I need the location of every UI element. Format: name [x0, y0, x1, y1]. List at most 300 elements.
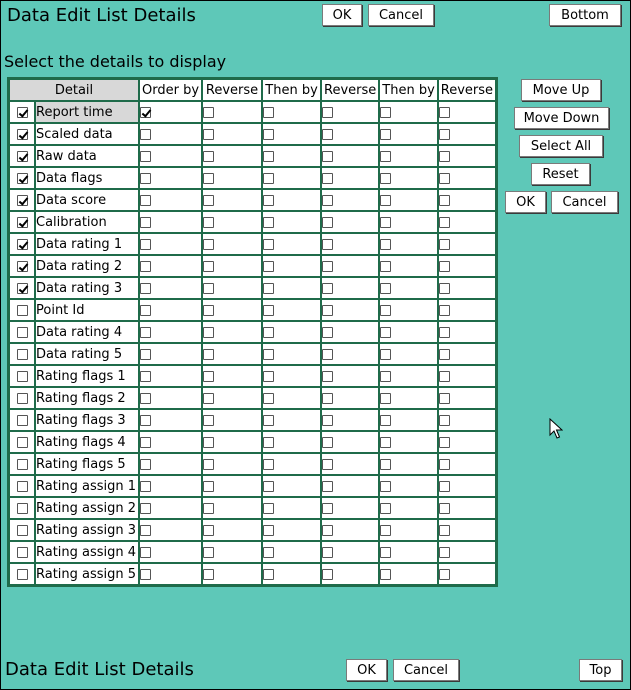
reverse-3-checkbox-rating-assign-1[interactable] [439, 481, 450, 492]
order-by-cell [139, 431, 202, 453]
reverse-3-checkbox-data-rating-1[interactable] [439, 239, 450, 250]
order-by-cell [139, 255, 202, 277]
reverse-2-checkbox-rating-flags-3[interactable] [322, 415, 333, 426]
reverse-1-checkbox-calibration[interactable] [203, 217, 214, 228]
order-by-cell [139, 475, 202, 497]
reverse-3-cell [438, 167, 496, 189]
reverse-3-cell [438, 145, 496, 167]
reverse-3-checkbox-data-score[interactable] [439, 195, 450, 206]
detail-label: Rating assign 2 [35, 497, 139, 519]
reverse-3-checkbox-data-flags[interactable] [439, 173, 450, 184]
reverse-1-cell [202, 431, 262, 453]
reverse-1-checkbox-rating-flags-5[interactable] [203, 459, 214, 470]
include-checkbox-point-id[interactable] [17, 305, 28, 316]
then-by-1-checkbox-rating-assign-3[interactable] [263, 525, 274, 536]
reverse-2-cell [321, 233, 379, 255]
order-by-checkbox-rating-assign-1[interactable] [140, 481, 151, 492]
column-header-reverse-3: Reverse [438, 79, 496, 101]
table-row [9, 123, 496, 145]
reverse-3-checkbox-data-rating-4[interactable] [439, 327, 450, 338]
reverse-1-checkbox-raw-data[interactable] [203, 151, 214, 162]
then-by-1-checkbox-data-rating-4[interactable] [263, 327, 274, 338]
then-by-2-cell [379, 233, 438, 255]
then-by-1-checkbox-rating-assign-2[interactable] [263, 503, 274, 514]
reverse-2-checkbox-rating-flags-2[interactable] [322, 393, 333, 404]
then-by-2-cell [379, 189, 438, 211]
reverse-3-checkbox-rating-assign-5[interactable] [439, 569, 450, 580]
order-by-checkbox-rating-assign-5[interactable] [140, 569, 151, 580]
include-checkbox-rating-flags-3[interactable] [17, 415, 28, 426]
reverse-2-cell [321, 145, 379, 167]
include-checkbox-rating-flags-2[interactable] [17, 393, 28, 404]
reverse-2-checkbox-data-rating-1[interactable] [322, 239, 333, 250]
reverse-1-cell [202, 233, 262, 255]
include-checkbox-data-score[interactable] [17, 195, 28, 206]
reverse-1-cell [202, 519, 262, 541]
then-by-2-checkbox-rating-flags-2[interactable] [380, 393, 391, 404]
reverse-1-checkbox-rating-flags-1[interactable] [203, 371, 214, 382]
then-by-2-cell [379, 365, 438, 387]
reverse-3-cell [438, 519, 496, 541]
detail-label: Data rating 5 [35, 343, 139, 365]
then-by-2-cell [379, 101, 438, 123]
reverse-1-checkbox-rating-flags-4[interactable] [203, 437, 214, 448]
reverse-1-checkbox-data-rating-2[interactable] [203, 261, 214, 272]
order-by-cell [139, 277, 202, 299]
detail-label: Rating flags 5 [35, 453, 139, 475]
page-title: Data Edit List Details [7, 5, 196, 26]
column-header-reverse-2: Reverse [321, 79, 379, 101]
then-by-1-checkbox-rating-flags-5[interactable] [263, 459, 274, 470]
footer-cancel-button[interactable]: Cancel [393, 659, 459, 681]
reverse-2-checkbox-rating-flags-4[interactable] [322, 437, 333, 448]
order-by-checkbox-rating-flags-1[interactable] [140, 371, 151, 382]
then-by-2-cell [379, 211, 438, 233]
then-by-1-cell [262, 211, 321, 233]
include-cell [9, 387, 35, 409]
include-checkbox-data-rating-5[interactable] [17, 349, 28, 360]
then-by-1-checkbox-rating-flags-4[interactable] [263, 437, 274, 448]
reverse-2-checkbox-data-rating-3[interactable] [322, 283, 333, 294]
include-checkbox-rating-assign-1[interactable] [17, 481, 28, 492]
reverse-2-checkbox-report-time[interactable] [322, 107, 333, 118]
then-by-2-checkbox-data-rating-5[interactable] [380, 349, 391, 360]
side-ok-button[interactable]: OK [505, 191, 546, 213]
order-by-cell [139, 519, 202, 541]
then-by-2-checkbox-rating-flags-5[interactable] [380, 459, 391, 470]
then-by-2-cell [379, 497, 438, 519]
reverse-1-checkbox-data-rating-5[interactable] [203, 349, 214, 360]
then-by-1-cell [262, 475, 321, 497]
order-by-checkbox-rating-assign-3[interactable] [140, 525, 151, 536]
reverse-2-cell [321, 255, 379, 277]
reverse-1-checkbox-rating-assign-5[interactable] [203, 569, 214, 580]
reverse-1-cell [202, 277, 262, 299]
then-by-1-cell [262, 101, 321, 123]
reverse-2-checkbox-calibration[interactable] [322, 217, 333, 228]
then-by-1-cell [262, 453, 321, 475]
reverse-2-checkbox-rating-assign-1[interactable] [322, 481, 333, 492]
then-by-2-checkbox-rating-flags-1[interactable] [380, 371, 391, 382]
reverse-1-cell [202, 343, 262, 365]
then-by-2-cell [379, 145, 438, 167]
reverse-3-checkbox-rating-assign-3[interactable] [439, 525, 450, 536]
order-by-checkbox-raw-data[interactable] [140, 151, 151, 162]
reverse-2-checkbox-point-id[interactable] [322, 305, 333, 316]
order-by-cell [139, 541, 202, 563]
reverse-2-cell [321, 123, 379, 145]
reverse-2-checkbox-rating-flags-5[interactable] [322, 459, 333, 470]
table-row [9, 541, 496, 563]
reset-button[interactable]: Reset [531, 163, 590, 185]
reverse-1-cell [202, 387, 262, 409]
order-by-checkbox-data-rating-1[interactable] [140, 239, 151, 250]
then-by-1-cell [262, 145, 321, 167]
include-cell [9, 211, 35, 233]
reverse-3-cell [438, 255, 496, 277]
reverse-2-checkbox-data-flags[interactable] [322, 173, 333, 184]
reverse-1-cell [202, 255, 262, 277]
include-checkbox-calibration[interactable] [17, 217, 28, 228]
then-by-1-checkbox-point-id[interactable] [263, 305, 274, 316]
detail-label: Data rating 2 [35, 255, 139, 277]
then-by-2-checkbox-rating-assign-5[interactable] [380, 569, 391, 580]
table-row [9, 321, 496, 343]
include-checkbox-rating-flags-5[interactable] [17, 459, 28, 470]
detail-label: Data rating 4 [35, 321, 139, 343]
order-by-checkbox-data-rating-5[interactable] [140, 349, 151, 360]
then-by-1-cell [262, 189, 321, 211]
header-cancel-button[interactable]: Cancel [368, 4, 434, 26]
reverse-1-checkbox-report-time[interactable] [203, 107, 214, 118]
order-by-checkbox-data-rating-2[interactable] [140, 261, 151, 272]
order-by-checkbox-rating-assign-2[interactable] [140, 503, 151, 514]
table-row [9, 563, 496, 585]
include-cell [9, 189, 35, 211]
detail-label: Report time [35, 101, 139, 123]
reverse-1-checkbox-rating-flags-3[interactable] [203, 415, 214, 426]
reverse-3-checkbox-data-rating-2[interactable] [439, 261, 450, 272]
reverse-2-checkbox-data-rating-2[interactable] [322, 261, 333, 272]
top-button[interactable]: Top [579, 659, 622, 681]
include-checkbox-data-rating-3[interactable] [17, 283, 28, 294]
table-row [9, 255, 496, 277]
order-by-cell [139, 453, 202, 475]
order-by-checkbox-data-rating-4[interactable] [140, 327, 151, 338]
column-header-then-by-1: Then by [262, 79, 321, 101]
order-by-checkbox-data-flags[interactable] [140, 173, 151, 184]
include-checkbox-rating-assign-4[interactable] [17, 547, 28, 558]
then-by-2-checkbox-data-rating-4[interactable] [380, 327, 391, 338]
order-by-checkbox-calibration[interactable] [140, 217, 151, 228]
section-subtitle: Select the details to display [4, 52, 227, 71]
include-checkbox-rating-assign-2[interactable] [17, 503, 28, 514]
table-row [9, 233, 496, 255]
reverse-2-checkbox-raw-data[interactable] [322, 151, 333, 162]
reverse-3-checkbox-report-time[interactable] [439, 107, 450, 118]
reverse-3-cell [438, 431, 496, 453]
then-by-1-cell [262, 365, 321, 387]
reverse-1-cell [202, 321, 262, 343]
reverse-3-cell [438, 343, 496, 365]
reverse-2-cell [321, 189, 379, 211]
reverse-3-cell [438, 497, 496, 519]
then-by-1-checkbox-scaled-data[interactable] [263, 129, 274, 140]
reverse-2-checkbox-rating-assign-5[interactable] [322, 569, 333, 580]
then-by-1-checkbox-rating-assign-4[interactable] [263, 547, 274, 558]
detail-label: Rating flags 4 [35, 431, 139, 453]
then-by-1-checkbox-data-flags[interactable] [263, 173, 274, 184]
include-cell [9, 167, 35, 189]
order-by-checkbox-rating-flags-2[interactable] [140, 393, 151, 404]
order-by-cell [139, 123, 202, 145]
reverse-1-checkbox-data-flags[interactable] [203, 173, 214, 184]
table-row [9, 189, 496, 211]
then-by-1-checkbox-data-rating-5[interactable] [263, 349, 274, 360]
reverse-3-checkbox-raw-data[interactable] [439, 151, 450, 162]
detail-label: Rating assign 3 [35, 519, 139, 541]
reverse-1-checkbox-point-id[interactable] [203, 305, 214, 316]
order-by-checkbox-rating-assign-4[interactable] [140, 547, 151, 558]
then-by-2-checkbox-rating-flags-3[interactable] [380, 415, 391, 426]
reverse-3-checkbox-data-rating-3[interactable] [439, 283, 450, 294]
reverse-3-cell [438, 475, 496, 497]
reverse-1-cell [202, 123, 262, 145]
reverse-1-checkbox-rating-assign-1[interactable] [203, 481, 214, 492]
table-row [9, 211, 496, 233]
reverse-2-checkbox-rating-assign-3[interactable] [322, 525, 333, 536]
then-by-1-checkbox-calibration[interactable] [263, 217, 274, 228]
table-row [9, 145, 496, 167]
move-up-button[interactable]: Move Up [521, 79, 601, 101]
table-row [9, 453, 496, 475]
then-by-1-cell [262, 431, 321, 453]
include-checkbox-data-rating-4[interactable] [17, 327, 28, 338]
reverse-3-cell [438, 563, 496, 585]
then-by-2-checkbox-rating-assign-3[interactable] [380, 525, 391, 536]
then-by-2-checkbox-data-rating-3[interactable] [380, 283, 391, 294]
order-by-checkbox-scaled-data[interactable] [140, 129, 151, 140]
table-row [9, 497, 496, 519]
then-by-1-checkbox-rating-assign-1[interactable] [263, 481, 274, 492]
include-checkbox-rating-assign-3[interactable] [17, 525, 28, 536]
include-cell [9, 365, 35, 387]
then-by-2-checkbox-calibration[interactable] [380, 217, 391, 228]
then-by-2-checkbox-report-time[interactable] [380, 107, 391, 118]
reverse-3-cell [438, 211, 496, 233]
reverse-3-cell [438, 387, 496, 409]
side-cancel-button[interactable]: Cancel [551, 191, 618, 213]
include-checkbox-rating-flags-4[interactable] [17, 437, 28, 448]
then-by-2-checkbox-rating-assign-2[interactable] [380, 503, 391, 514]
then-by-2-checkbox-rating-flags-4[interactable] [380, 437, 391, 448]
reverse-1-checkbox-rating-flags-2[interactable] [203, 393, 214, 404]
include-checkbox-report-time[interactable] [17, 107, 28, 118]
reverse-3-cell [438, 453, 496, 475]
reverse-1-checkbox-rating-assign-2[interactable] [203, 503, 214, 514]
order-by-cell [139, 211, 202, 233]
include-checkbox-data-rating-2[interactable] [17, 261, 28, 272]
then-by-1-checkbox-rating-flags-2[interactable] [263, 393, 274, 404]
then-by-1-checkbox-report-time[interactable] [263, 107, 274, 118]
then-by-1-checkbox-rating-assign-5[interactable] [263, 569, 274, 580]
detail-label: Calibration [35, 211, 139, 233]
then-by-2-cell [379, 255, 438, 277]
include-cell [9, 519, 35, 541]
reverse-1-checkbox-data-score[interactable] [203, 195, 214, 206]
then-by-1-checkbox-raw-data[interactable] [263, 151, 274, 162]
reverse-2-cell [321, 101, 379, 123]
column-header-order-by: Order by [139, 79, 202, 101]
reverse-1-cell [202, 541, 262, 563]
column-header-reverse-1: Reverse [202, 79, 262, 101]
reverse-3-checkbox-rating-flags-1[interactable] [439, 371, 450, 382]
order-by-checkbox-data-rating-3[interactable] [140, 283, 151, 294]
reverse-3-checkbox-rating-flags-3[interactable] [439, 415, 450, 426]
reverse-2-checkbox-rating-flags-1[interactable] [322, 371, 333, 382]
include-cell [9, 453, 35, 475]
then-by-1-checkbox-data-score[interactable] [263, 195, 274, 206]
reverse-2-checkbox-data-rating-5[interactable] [322, 349, 333, 360]
order-by-checkbox-rating-flags-5[interactable] [140, 459, 151, 470]
include-checkbox-scaled-data[interactable] [17, 129, 28, 140]
reverse-1-checkbox-data-rating-1[interactable] [203, 239, 214, 250]
order-by-checkbox-rating-flags-4[interactable] [140, 437, 151, 448]
table-row [9, 365, 496, 387]
then-by-1-checkbox-rating-flags-1[interactable] [263, 371, 274, 382]
then-by-2-checkbox-scaled-data[interactable] [380, 129, 391, 140]
reverse-1-cell [202, 189, 262, 211]
include-checkbox-data-flags[interactable] [17, 173, 28, 184]
then-by-2-cell [379, 519, 438, 541]
reverse-3-cell [438, 277, 496, 299]
reverse-2-checkbox-scaled-data[interactable] [322, 129, 333, 140]
then-by-1-cell [262, 167, 321, 189]
then-by-1-cell [262, 409, 321, 431]
move-down-button[interactable]: Move Down [514, 107, 609, 129]
reverse-1-cell [202, 167, 262, 189]
then-by-1-cell [262, 519, 321, 541]
reverse-2-checkbox-rating-assign-4[interactable] [322, 547, 333, 558]
then-by-2-checkbox-rating-assign-1[interactable] [380, 481, 391, 492]
detail-label: Rating flags 1 [35, 365, 139, 387]
reverse-2-checkbox-data-rating-4[interactable] [322, 327, 333, 338]
reverse-3-checkbox-scaled-data[interactable] [439, 129, 450, 140]
reverse-2-cell [321, 387, 379, 409]
then-by-1-cell [262, 563, 321, 585]
include-checkbox-rating-assign-5[interactable] [17, 569, 28, 580]
detail-label: Rating flags 2 [35, 387, 139, 409]
include-cell [9, 101, 35, 123]
reverse-1-checkbox-data-rating-4[interactable] [203, 327, 214, 338]
footer-ok-button[interactable]: OK [346, 659, 387, 681]
detail-label: Rating flags 3 [35, 409, 139, 431]
order-by-cell [139, 321, 202, 343]
reverse-2-cell [321, 211, 379, 233]
reverse-3-checkbox-rating-flags-4[interactable] [439, 437, 450, 448]
reverse-2-checkbox-rating-assign-2[interactable] [322, 503, 333, 514]
then-by-2-checkbox-data-rating-2[interactable] [380, 261, 391, 272]
reverse-1-checkbox-rating-assign-4[interactable] [203, 547, 214, 558]
then-by-1-checkbox-data-rating-1[interactable] [263, 239, 274, 250]
include-cell [9, 541, 35, 563]
reverse-2-cell [321, 167, 379, 189]
then-by-2-checkbox-point-id[interactable] [380, 305, 391, 316]
reverse-3-checkbox-rating-flags-5[interactable] [439, 459, 450, 470]
then-by-2-cell [379, 409, 438, 431]
reverse-1-cell [202, 299, 262, 321]
include-checkbox-data-rating-1[interactable] [17, 239, 28, 250]
reverse-2-checkbox-data-score[interactable] [322, 195, 333, 206]
table-row [9, 387, 496, 409]
then-by-1-cell [262, 321, 321, 343]
header-ok-button[interactable]: OK [322, 4, 362, 26]
include-checkbox-rating-flags-1[interactable] [17, 371, 28, 382]
then-by-1-cell [262, 299, 321, 321]
then-by-2-checkbox-raw-data[interactable] [380, 151, 391, 162]
then-by-2-checkbox-data-rating-1[interactable] [380, 239, 391, 250]
reverse-3-checkbox-calibration[interactable] [439, 217, 450, 228]
include-cell [9, 233, 35, 255]
table-row [9, 167, 496, 189]
then-by-2-cell [379, 475, 438, 497]
then-by-1-checkbox-rating-flags-3[interactable] [263, 415, 274, 426]
reverse-2-cell [321, 475, 379, 497]
reverse-1-cell [202, 101, 262, 123]
reverse-3-checkbox-point-id[interactable] [439, 305, 450, 316]
then-by-2-checkbox-data-flags[interactable] [380, 173, 391, 184]
order-by-checkbox-point-id[interactable] [140, 305, 151, 316]
then-by-1-checkbox-data-rating-2[interactable] [263, 261, 274, 272]
order-by-checkbox-rating-flags-3[interactable] [140, 415, 151, 426]
reverse-1-checkbox-rating-assign-3[interactable] [203, 525, 214, 536]
detail-label: Point Id [35, 299, 139, 321]
then-by-1-cell [262, 541, 321, 563]
reverse-1-checkbox-scaled-data[interactable] [203, 129, 214, 140]
detail-label: Rating assign 5 [35, 563, 139, 585]
reverse-2-cell [321, 541, 379, 563]
reverse-3-checkbox-rating-assign-2[interactable] [439, 503, 450, 514]
detail-label: Scaled data [35, 123, 139, 145]
reverse-1-checkbox-data-rating-3[interactable] [203, 283, 214, 294]
reverse-2-cell [321, 497, 379, 519]
table-row [9, 431, 496, 453]
include-cell [9, 431, 35, 453]
column-header-then-by-2: Then by [379, 79, 438, 101]
table-header-row [9, 79, 496, 101]
then-by-2-cell [379, 299, 438, 321]
then-by-1-cell [262, 497, 321, 519]
reverse-3-cell [438, 123, 496, 145]
reverse-3-checkbox-rating-flags-2[interactable] [439, 393, 450, 404]
then-by-1-checkbox-data-rating-3[interactable] [263, 283, 274, 294]
include-checkbox-raw-data[interactable] [17, 151, 28, 162]
order-by-checkbox-report-time[interactable] [140, 107, 151, 118]
reverse-3-checkbox-data-rating-5[interactable] [439, 349, 450, 360]
order-by-cell [139, 299, 202, 321]
order-by-cell [139, 167, 202, 189]
bottom-button[interactable]: Bottom [549, 4, 621, 26]
then-by-2-cell [379, 321, 438, 343]
then-by-2-checkbox-data-score[interactable] [380, 195, 391, 206]
select-all-button[interactable]: Select All [519, 135, 603, 157]
then-by-2-checkbox-rating-assign-4[interactable] [380, 547, 391, 558]
order-by-checkbox-data-score[interactable] [140, 195, 151, 206]
order-by-cell [139, 365, 202, 387]
reverse-3-checkbox-rating-assign-4[interactable] [439, 547, 450, 558]
then-by-2-cell [379, 541, 438, 563]
order-by-cell [139, 101, 202, 123]
